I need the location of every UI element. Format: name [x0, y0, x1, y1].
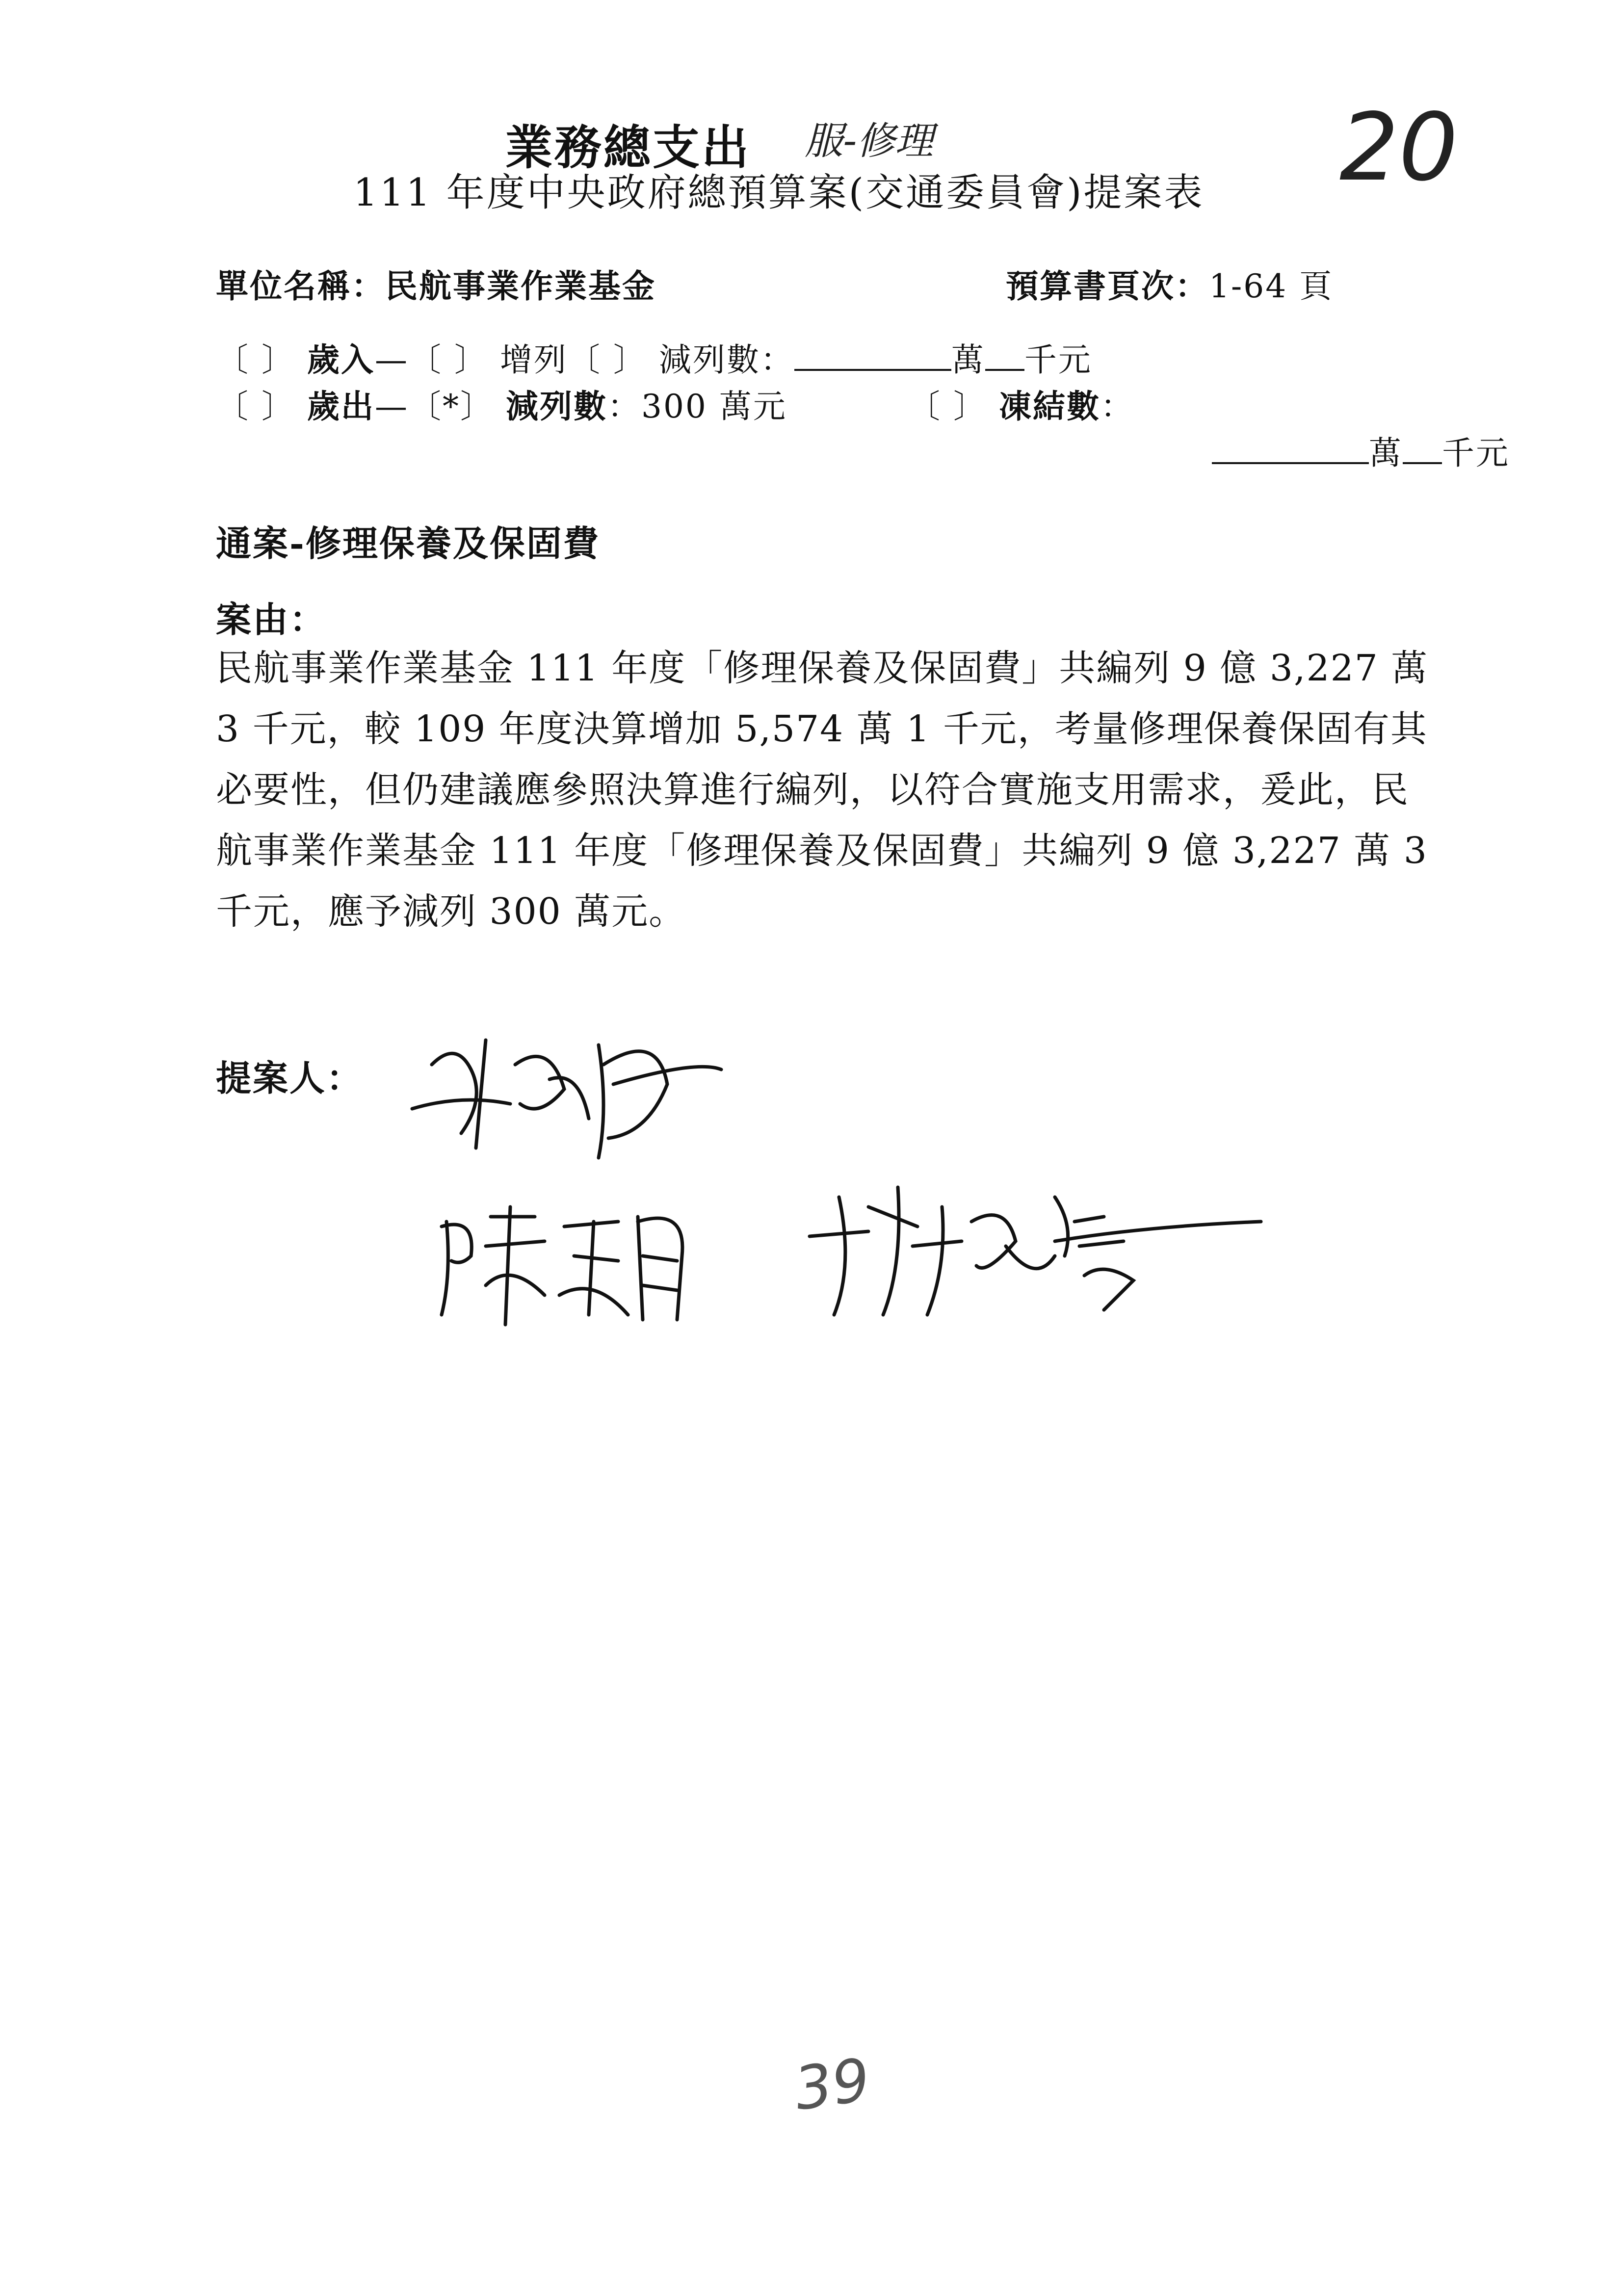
proposer-label: 提案人：	[216, 1057, 364, 1099]
expenditure-decrease-label: 減列數	[505, 387, 607, 425]
expenditure-label: 歲出	[307, 387, 375, 425]
freeze-wan-blank[interactable]	[1212, 437, 1369, 464]
expenditure-row	[216, 380, 787, 427]
handwritten-note: 服-修理	[805, 119, 934, 163]
revenue-decrease-checkbox[interactable]: 〔 〕	[567, 341, 647, 379]
revenue-increase-checkbox[interactable]: 〔 〕	[408, 341, 488, 379]
revenue-unit-wan: 萬	[951, 341, 985, 379]
signature-1	[402, 1011, 746, 1168]
freeze-unit-wan: 萬	[1369, 434, 1403, 472]
signature-3	[800, 1168, 1266, 1325]
revenue-row	[216, 334, 1092, 380]
footer-handwritten-number: 39	[790, 2046, 874, 2124]
freeze-colon: ：	[1100, 388, 1134, 425]
budget-page-value: 1-64 頁	[1209, 267, 1334, 305]
form-title: 111 年度中央政府總預算案(交通委員會)提案表	[353, 171, 1205, 215]
unit-name-row	[216, 260, 656, 307]
revenue-decrease-label: 減列數：	[658, 341, 794, 379]
freeze-row	[908, 380, 1134, 427]
revenue-qian-blank[interactable]	[985, 343, 1024, 371]
revenue-unit-qian: 千元	[1024, 341, 1092, 379]
expenditure-dash: —	[374, 388, 409, 425]
unit-value: 民航事業作業基金	[385, 267, 656, 305]
revenue-dash: —	[374, 341, 409, 379]
freeze-unit-qian: 千元	[1442, 434, 1510, 472]
signature-2-image	[432, 1187, 707, 1334]
revenue-wan-blank[interactable]	[794, 343, 951, 371]
case-title: 通案-修理保養及保固費	[216, 522, 600, 564]
freeze-qian-blank[interactable]	[1403, 437, 1442, 464]
revenue-increase-label: 增列	[499, 341, 568, 379]
budget-page-row	[1006, 260, 1333, 307]
expenditure-decrease-checkbox[interactable]: 〔*〕	[408, 388, 494, 425]
signature-2	[432, 1187, 707, 1334]
reason-label: 案由：	[216, 599, 327, 640]
handwritten-page-number: 20	[1339, 93, 1458, 202]
signature-3-image	[800, 1168, 1266, 1325]
expenditure-decrease-value: ：300 萬元	[607, 388, 787, 425]
freeze-label: 凍結數	[998, 387, 1100, 425]
stamp-header: 業務總支出	[505, 120, 751, 175]
signature-1-image	[402, 1011, 746, 1168]
unit-label: 單位名稱：	[216, 267, 385, 305]
freeze-amount-row	[1212, 427, 1510, 473]
budget-page-label: 預算書頁次：	[1006, 267, 1209, 305]
revenue-label: 歲入	[307, 340, 375, 379]
expenditure-checkbox[interactable]: 〔 〕	[216, 388, 295, 425]
freeze-checkbox[interactable]: 〔 〕	[908, 388, 987, 425]
revenue-checkbox[interactable]: 〔 〕	[216, 341, 295, 379]
reason-text: 民航事業作業基金 111 年度「修理保養及保固費」共編列 9 億 3,227 萬 3 千元，較 109 年度決算增加 5,574 萬 1 千元，考量修理保養保固有其必要性，但仍建議應參照決算進行編列，以符合實施支用需求，爰此，民航事業作業基金 111 年度「修理保養及保固費」共編列 9 億 3,227 萬 3 千元，應予減列 300 萬元。	[216, 647, 1429, 933]
